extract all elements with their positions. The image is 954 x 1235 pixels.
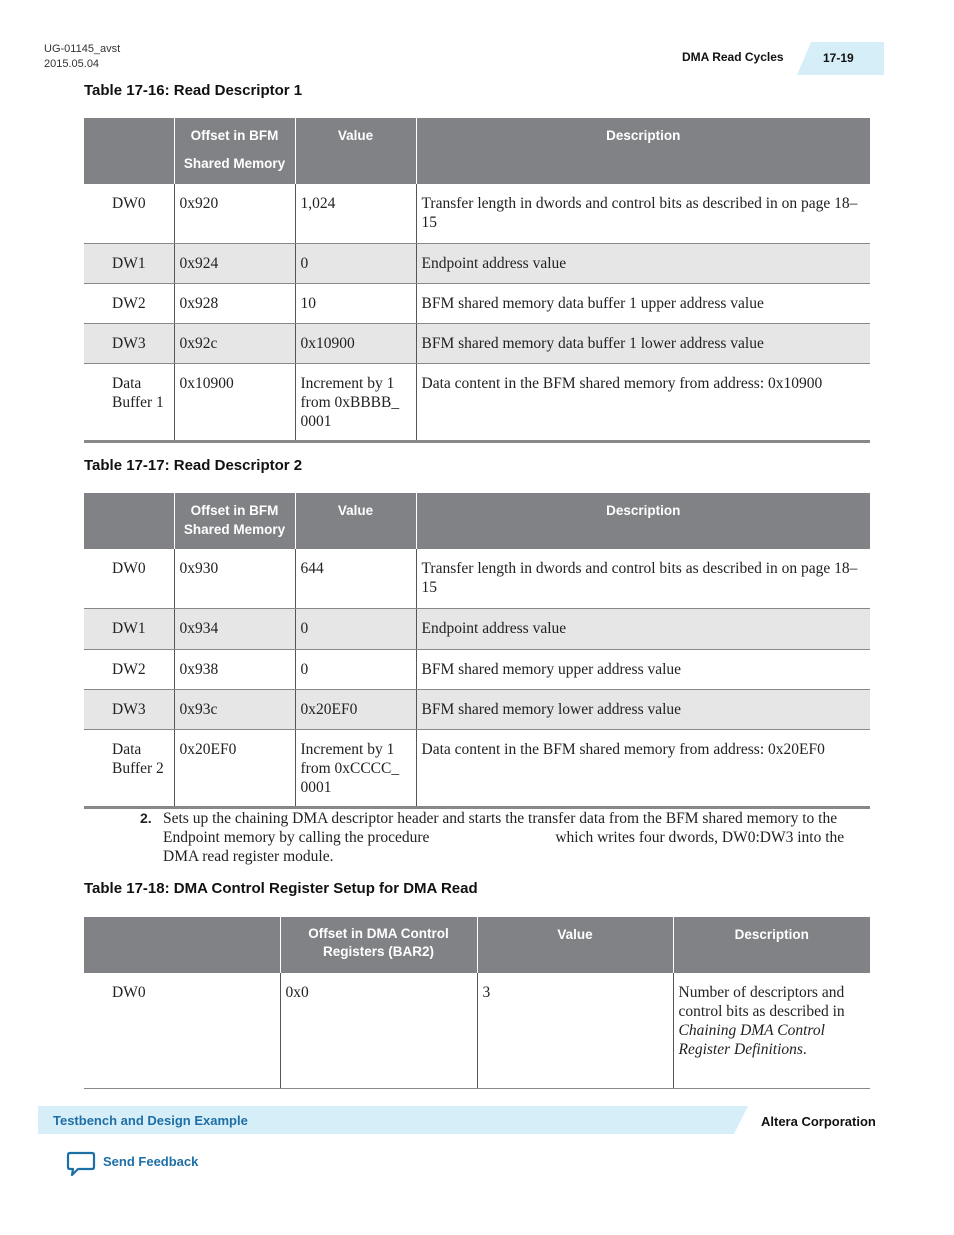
procedure-step — [140, 809, 872, 866]
table-cell: 644 — [295, 549, 416, 608]
column-header: Offset in BFM Shared Memory — [174, 493, 295, 549]
column-header: Value — [295, 118, 416, 184]
table-cell: BFM shared memory data buffer 1 upper address value — [416, 283, 870, 323]
table-cell: 3 — [477, 973, 673, 1088]
table-cell: 0x93c — [174, 689, 295, 729]
table-cell: 0x924 — [174, 243, 295, 283]
table-cell: DW2 — [84, 649, 174, 689]
step-text-after: which writes four dwords, DW0:DW3 into the DMA read register module. — [163, 829, 845, 865]
table-cell: DW2 — [84, 283, 174, 323]
description-text: Number of descriptors and control bits as described in — [678, 984, 845, 1020]
table-row — [84, 973, 870, 1088]
table-cell: 0x928 — [174, 283, 295, 323]
column-header: Description — [673, 917, 870, 973]
table-cell: 1,024 — [295, 184, 416, 243]
footer-company: Altera Corporation — [761, 1114, 876, 1129]
table-row — [84, 283, 870, 323]
table-cell: 0x938 — [174, 649, 295, 689]
table-cell: 0 — [295, 649, 416, 689]
table-row — [84, 184, 870, 243]
section-title: DMA Read Cycles — [682, 50, 784, 64]
step-number: 2. — [140, 810, 152, 826]
column-header — [84, 917, 280, 973]
table-title: Table 17-16: Read Descriptor 1 — [84, 82, 303, 99]
table-cell: 0x934 — [174, 608, 295, 649]
table-cell: 0x10900 — [174, 363, 295, 441]
column-header — [84, 493, 174, 549]
step-text-before: Sets up the chaining DMA descriptor header and starts the transfer data from the BFM shared memory to the Endpoint memory by calling the procedure — [163, 810, 838, 846]
table-cell: 0x20EF0 — [174, 729, 295, 807]
table-row — [84, 689, 870, 729]
table-cell: Increment by 1 from 0xCCCC_ 0001 — [295, 729, 416, 807]
column-header: Description — [416, 493, 870, 549]
table-cell: DW0 — [84, 184, 174, 243]
table-cell: Endpoint address value — [416, 243, 870, 283]
document-date: 2015.05.04 — [44, 58, 100, 70]
feedback-icon[interactable] — [66, 1151, 96, 1177]
cross-reference-link[interactable]: Chaining DMA Control Register Definitions — [678, 1022, 825, 1058]
table-cell: Endpoint address value — [416, 608, 870, 649]
document-id: UG-01145_avst — [44, 43, 121, 55]
table-header-row — [84, 118, 870, 184]
footer-bar-tip — [734, 1106, 748, 1134]
table-title: Table 17-17: Read Descriptor 2 — [84, 457, 303, 474]
step-text — [163, 809, 872, 866]
page-tab-notch — [797, 42, 811, 75]
table-cell: DW3 — [84, 323, 174, 363]
table-row — [84, 363, 870, 441]
description-end: . — [802, 1041, 807, 1058]
column-header: Offset in BFM Shared Memory — [174, 118, 295, 184]
read-descriptor-1-table — [84, 118, 870, 443]
send-feedback-link[interactable]: Send Feedback — [103, 1154, 199, 1169]
table-cell: Data content in the BFM shared memory from address: 0x10900 — [416, 363, 870, 441]
table-cell: Transfer length in dwords and control bits as described in on page 18–15 — [416, 184, 870, 243]
table-cell: Transfer length in dwords and control bits as described in on page 18–15 — [416, 549, 870, 608]
column-header: Offset in DMA Control Registers (BAR2) — [280, 917, 477, 973]
table-cell: DW0 — [84, 973, 280, 1088]
column-header: Value — [477, 917, 673, 973]
column-header: Description — [416, 118, 870, 184]
table-row — [84, 608, 870, 649]
table-header-row — [84, 493, 870, 549]
table-cell: DW1 — [84, 243, 174, 283]
table-cell: 0 — [295, 243, 416, 283]
table-cell: Data Buffer 1 — [84, 363, 174, 441]
table-row — [84, 649, 870, 689]
table-cell: BFM shared memory upper address value — [416, 649, 870, 689]
table-cell: 0x20EF0 — [295, 689, 416, 729]
table-title: Table 17-18: DMA Control Register Setup for DMA Read — [84, 880, 478, 897]
table-cell: 0 — [295, 608, 416, 649]
table-row — [84, 729, 870, 807]
footer-section-link[interactable]: Testbench and Design Example — [53, 1113, 248, 1128]
table-cell: 0x10900 — [295, 323, 416, 363]
page-number: 17-19 — [823, 51, 854, 65]
column-header — [84, 118, 174, 184]
table-cell: 10 — [295, 283, 416, 323]
table-cell: BFM shared memory data buffer 1 lower address value — [416, 323, 870, 363]
read-descriptor-2-table — [84, 493, 870, 809]
table-row — [84, 549, 870, 608]
table-cell — [673, 973, 870, 1088]
table-cell: 0x920 — [174, 184, 295, 243]
table-row — [84, 243, 870, 283]
table-cell: DW1 — [84, 608, 174, 649]
table-cell: Increment by 1 from 0xBBBB_ 0001 — [295, 363, 416, 441]
column-header: Value — [295, 493, 416, 549]
table-cell: BFM shared memory lower address value — [416, 689, 870, 729]
document-id-block — [44, 42, 120, 72]
table-header-row — [84, 917, 870, 973]
table-cell: 0x0 — [280, 973, 477, 1088]
table-row — [84, 323, 870, 363]
dma-control-register-table — [84, 917, 870, 1089]
table-cell: DW3 — [84, 689, 174, 729]
table-cell: Data content in the BFM shared memory from address: 0x20EF0 — [416, 729, 870, 807]
table-cell: Data Buffer 2 — [84, 729, 174, 807]
table-cell: 0x92c — [174, 323, 295, 363]
table-cell: DW0 — [84, 549, 174, 608]
table-cell: 0x930 — [174, 549, 295, 608]
